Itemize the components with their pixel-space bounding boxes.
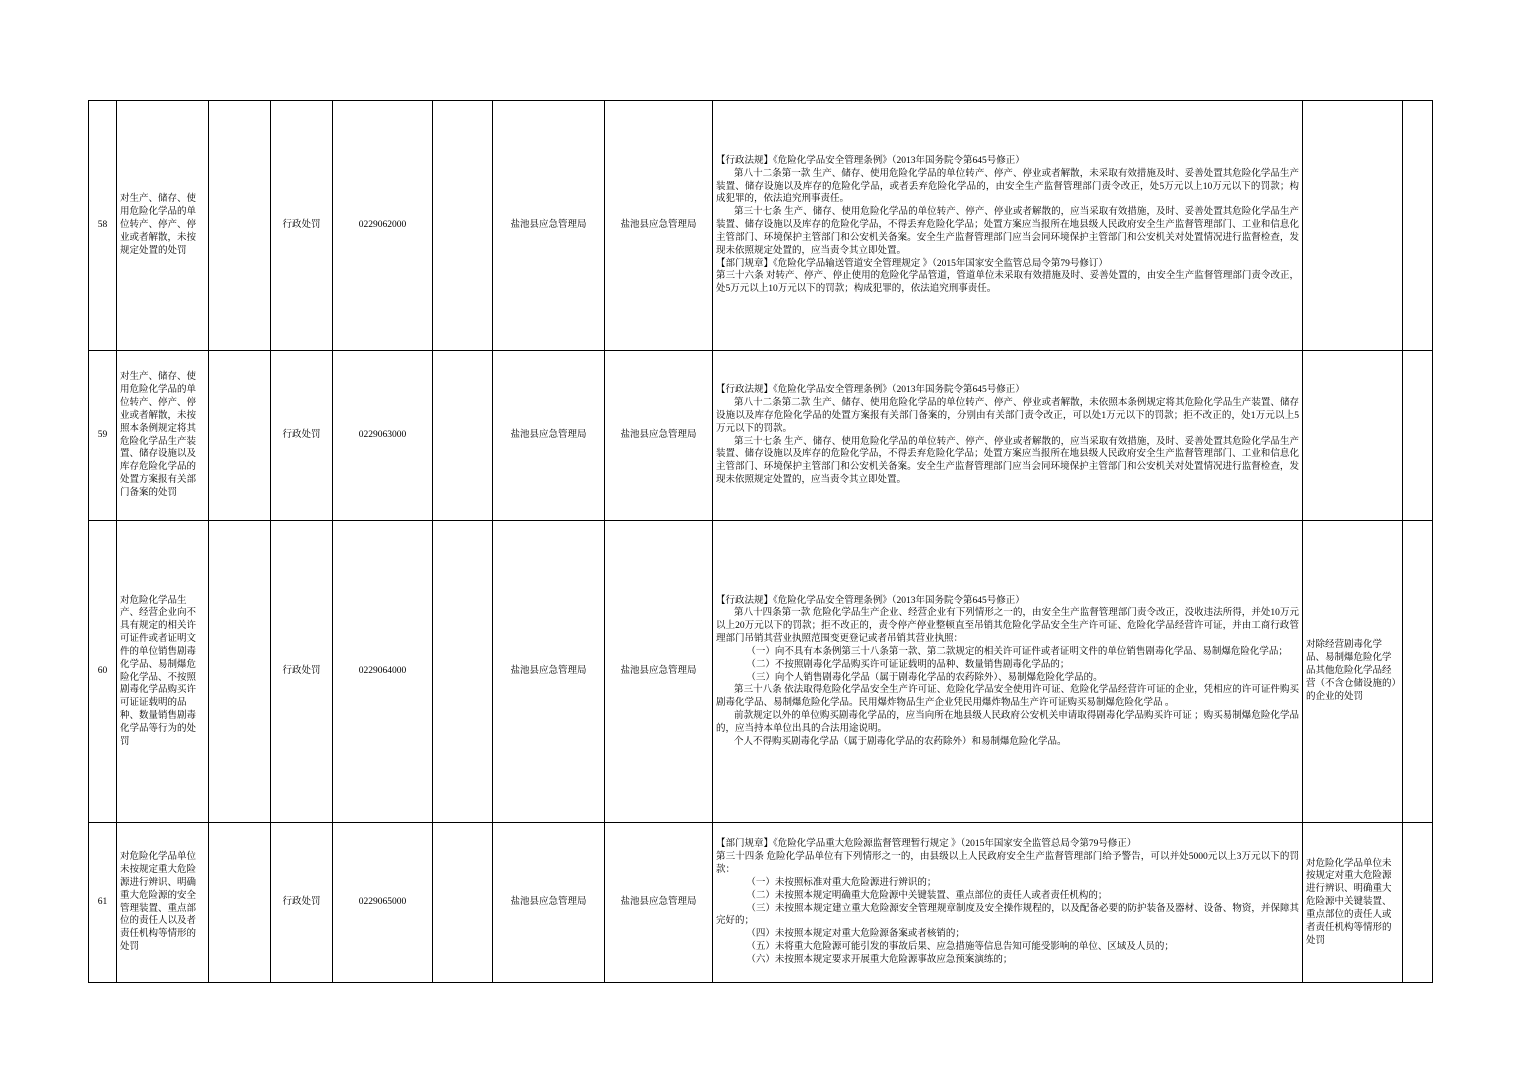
legal-basis-paragraph: （三）向个人销售剧毒化学品（属于剧毒化学品的农药除外）、易制爆危险化学品的。 <box>746 672 1103 683</box>
legal-basis <box>713 823 1303 983</box>
item-name: 对危险化学品单位未按规定重大危险源进行辨识、明确重大危险源的安全管理装置、重点部位的责任人以及者责任机构等情形的处罚 <box>117 823 209 983</box>
legal-basis-paragraph: 第三十六条 对转产、停产、停止使用的危险化学品管道，管道单位未采取有效措施及时、妥善处置的，由安全生产监督管理部门责令改正，处5万元以上10万元以下的罚款；构成犯罪的，依法追究刑事责任。 <box>716 271 1299 295</box>
item-name: 对危险化学品生产、经营企业向不具有规定的相关许可证件或者证明文件的单位销售剧毒化学品、易制爆危险化学品、不按照剧毒化学品购买许可证证载明的品种、数量销售剧毒化学品等行为的处罚 <box>117 521 209 823</box>
table-row <box>89 823 1433 983</box>
legal-basis-paragraph: 第八十四条第一款 危险化学品生产企业、经营企业有下列情形之一的，由安全生产监督管理部门责令改正，没收违法所得，并处10万元以上20万元以下的罚款；拒不改正的，责令停产停业整顿直至吊销其危险化学品安全生产许可证、危险化学品经营许可证，并由工商行政管理部门吊销其营业执照范围变更登记或者吊销其营业执照： <box>716 608 1299 645</box>
legal-basis-paragraph: （一）未按照标准对重大危险源进行辨识的； <box>746 877 937 888</box>
row-number: 58 <box>89 101 117 351</box>
remark <box>1303 101 1403 351</box>
table-row <box>89 351 1433 521</box>
row-number: 61 <box>89 823 117 983</box>
item-code: 0229062000 <box>333 101 433 351</box>
implementing-organ: 盐池县应急管理局 <box>493 521 605 823</box>
blank-cell-2 <box>433 823 493 983</box>
penalty-type: 行政处罚 <box>271 521 333 823</box>
blank-cell-1 <box>209 521 271 823</box>
legal-basis-paragraph: （四）未按照本规定对重大危险源备案或者核销的； <box>746 929 965 940</box>
item-code: 0229063000 <box>333 351 433 521</box>
legal-basis-paragraph: 【部门规章】《危险化学品输送管道安全管理规定 》（2015年国家安全监管总局令第79号修订） <box>716 258 1108 269</box>
blank-cell-2 <box>433 101 493 351</box>
legal-basis-paragraph: 第八十二条第一款 生产、储存、使用危险化学品的单位转产、停产、停业或者解散，未采取有效措施及时、妥善处置其危险化学品生产装置、储存设施以及库存的危险化学品，或者丢弃危险化学品的，由安全生产监督管理部门责令改正，处5万元以上10万元以下的罚款；构成犯罪的，依法追究刑事责任。 <box>716 168 1299 205</box>
implementing-organ: 盐池县应急管理局 <box>493 823 605 983</box>
remark: 对除经营剧毒化学品、易制爆危险化学品其他危险化学品经营（不含仓储设施的）的企业的处罚 <box>1303 521 1403 823</box>
legal-basis-paragraph: 【部门规章】《危险化学品重大危险源监督管理暂行规定 》（2015年国家安全监管总局令第79号修正） <box>716 839 1137 850</box>
legal-basis-paragraph: （二）未按照本规定明确重大危险源中关键装置、重点部位的责任人或者责任机构的； <box>746 890 1108 901</box>
row-number: 59 <box>89 351 117 521</box>
blank-cell-3 <box>1403 521 1433 823</box>
legal-basis <box>713 521 1303 823</box>
penalty-type: 行政处罚 <box>271 101 333 351</box>
penalty-type: 行政处罚 <box>271 823 333 983</box>
item-name: 对生产、储存、使用危险化学品的单位转产、停产、停业或者解散，未按照本条例规定将其危险化学品生产装置、储存设施以及库存危险化学品的处置方案报有关部门备案的处罚 <box>117 351 209 521</box>
legal-basis-paragraph: （一）向不具有本条例第三十八条第一款、第二款规定的相关许可证件或者证明文件的单位销售剧毒化学品、易制爆危险化学品； <box>746 646 1288 657</box>
table-row <box>89 521 1433 823</box>
responsible-organ: 盐池县应急管理局 <box>605 351 713 521</box>
remark <box>1303 351 1403 521</box>
blank-cell-1 <box>209 823 271 983</box>
legal-basis <box>713 101 1303 351</box>
implementing-organ: 盐池县应急管理局 <box>493 351 605 521</box>
responsible-organ: 盐池县应急管理局 <box>605 101 713 351</box>
penalty-type: 行政处罚 <box>271 351 333 521</box>
legal-basis-paragraph: 【行政法规】《危险化学品安全管理条例》（2013年国务院令第645号修正） <box>716 595 1025 606</box>
legal-basis-paragraph: 第三十四条 危险化学品单位有下列情形之一的，由县级以上人民政府安全生产监督管理部门给予警告，可以并处5000元以上3万元以下的罚款： <box>716 852 1299 876</box>
legal-basis-paragraph: 前款规定以外的单位购买剧毒化学品的，应当向所在地县级人民政府公安机关申请取得剧毒化学品购买许可证 ；购买易制爆危险化学品的，应当持本单位出具的合法用途说明。 <box>716 710 1299 734</box>
responsible-organ: 盐池县应急管理局 <box>605 521 713 823</box>
blank-cell-3 <box>1403 101 1433 351</box>
item-code: 0229064000 <box>333 521 433 823</box>
blank-cell-2 <box>433 521 493 823</box>
table-body <box>89 101 1433 983</box>
blank-cell-1 <box>209 351 271 521</box>
item-code: 0229065000 <box>333 823 433 983</box>
legal-basis-paragraph: 第三十八条 依法取得危险化学品安全生产许可证、危险化学品安全使用许可证、危险化学品经营许可证的企业，凭相应的许可证件购买剧毒化学品、易制爆危险化学品。民用爆炸物品生产企业凭民用爆炸物品生产许可证购买易制爆危险化学品 。 <box>716 685 1299 709</box>
remark: 对危险化学品单位未按规定对重大危险源进行辨识、明确重大危险源中关键装置、重点部位的责任人或者责任机构等情形的处罚 <box>1303 823 1403 983</box>
legal-basis <box>713 351 1303 521</box>
legal-basis-paragraph: 个人不得购买剧毒化学品（属于剧毒化学品的农药除外）和易制爆危险化学品。 <box>734 736 1067 747</box>
blank-cell-3 <box>1403 823 1433 983</box>
row-number: 60 <box>89 521 117 823</box>
legal-basis-paragraph: 【行政法规】《危险化学品安全管理条例》（2013年国务院令第645号修正） <box>716 385 1025 396</box>
legal-basis-paragraph: （五）未将重大危险源可能引发的事故后果、应急措施等信息告知可能受影响的单位、区域及人员的； <box>746 941 1174 952</box>
blank-cell-2 <box>433 351 493 521</box>
blank-cell-1 <box>209 101 271 351</box>
legal-basis-paragraph: （六）未按照本规定要求开展重大危险源事故应急预案演练的； <box>746 954 1013 965</box>
legal-basis-paragraph: 第八十二条第二款 生产、储存、使用危险化学品的单位转产、停产、停业或者解散，未依照本条例规定将其危险化学品生产装置、储存设施以及库存危险化学品的处置方案报有关部门备案的，分别由有关部门责令改正，可以处1万元以下的罚款；拒不改正的，处1万元以上5万元以下的罚款。 <box>716 398 1299 434</box>
legal-basis-paragraph: 第三十七条 生产、储存、使用危险化学品的单位转产、停产、停业或者解散的，应当采取有效措施，及时、妥善处置其危险化学品生产装置、储存设施以及库存的危险化学品，不得丢弃危险化学品；处置方案应当报所在地县级人民政府安全生产监督管理部门、工业和信息化主管部门、环境保护主管部门和公安机关备案。安全生产监督管理部门应当会同环境保护主管部门和公安机关对处置情况进行监督检查，发现未依照规定处置的，应当责令其立即处置。 <box>716 436 1299 485</box>
legal-basis-paragraph: 【行政法规】《危险化学品安全管理条例》（2013年国务院令第645号修正） <box>716 156 1025 167</box>
item-name: 对生产、储存、使用危险化学品的单位转产、停产、停业或者解散，未按规定处置的处罚 <box>117 101 209 351</box>
responsible-organ: 盐池县应急管理局 <box>605 823 713 983</box>
implementing-organ: 盐池县应急管理局 <box>493 101 605 351</box>
blank-cell-3 <box>1403 351 1433 521</box>
legal-basis-paragraph: （三）未按照本规定建立重大危险源安全管理规章制度及安全操作规程的，以及配备必要的防护装备及器材、设备、物资，并保障其完好的； <box>716 903 1299 927</box>
table-row <box>89 101 1433 351</box>
administrative-penalty-table <box>88 100 1433 983</box>
legal-basis-paragraph: 第三十七条 生产、储存、使用危险化学品的单位转产、停产、停业或者解散的，应当采取有效措施，及时、妥善处置其危险化学品生产装置、储存设施以及库存的危险化学品，不得丢弃危险化学品；处置方案应当报所在地县级人民政府安全生产监督管理部门、工业和信息化主管部门、环境保护主管部门和公安机关备案。安全生产监督管理部门应当会同环境保护主管部门和公安机关对处置情况进行监督检查，发现未依照规定处置的，应当责令其立即处置。 <box>716 207 1299 256</box>
legal-basis-paragraph: （二）不按照剧毒化学品购买许可证证载明的品种、数量销售剧毒化学品的； <box>746 659 1070 670</box>
